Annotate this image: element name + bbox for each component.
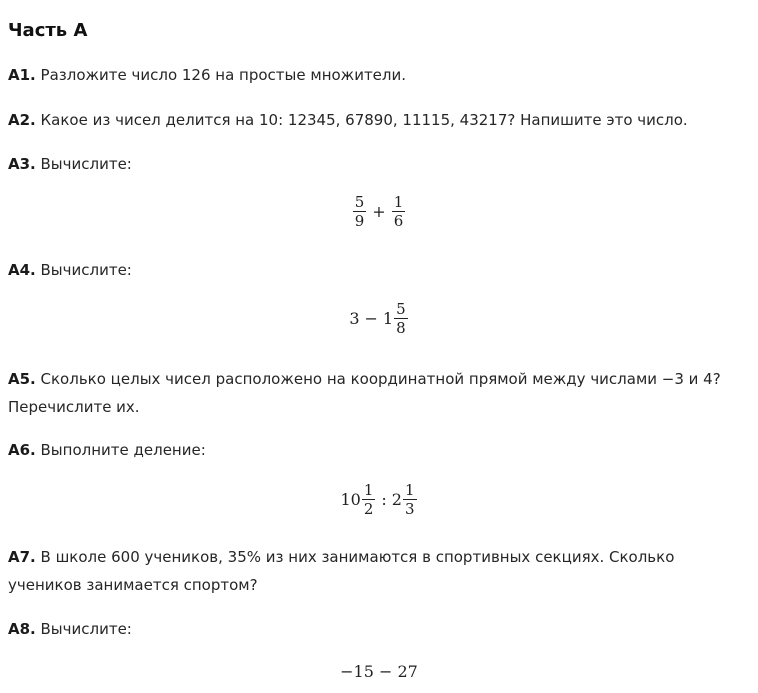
task-a3 <box>8 150 748 178</box>
numerator: 1 <box>363 481 374 499</box>
task-text: Разложите число 126 на простые множители. <box>35 66 407 84</box>
operator: + <box>372 202 386 221</box>
task-a5 <box>8 365 748 421</box>
fraction <box>403 481 417 518</box>
denominator: 2 <box>363 500 374 518</box>
formula-a6 <box>0 481 758 518</box>
denominator: 8 <box>396 319 406 337</box>
whole-number: 10 <box>340 490 361 509</box>
task-label: А6. <box>8 441 36 459</box>
task-text: Выполните деление: <box>35 441 206 459</box>
task-a1 <box>8 61 748 89</box>
task-label: А2. <box>8 111 36 129</box>
task-a2 <box>8 106 748 134</box>
task-label: А5. <box>8 370 36 388</box>
fraction <box>392 193 406 230</box>
task-label: А3. <box>8 155 36 173</box>
task-a6 <box>8 436 748 464</box>
task-label: А7. <box>8 548 36 566</box>
whole-number: 2 <box>391 490 402 509</box>
task-a8 <box>8 615 748 643</box>
task-a4 <box>8 256 748 284</box>
fraction <box>394 300 408 337</box>
operator: : <box>381 490 387 509</box>
task-text: В школе 600 учеников, 35% из них занимаются в спортивных секциях. Сколько учеников занимается спортом? <box>8 548 675 594</box>
section-heading: Часть А <box>8 20 88 41</box>
formula-a4 <box>0 300 758 337</box>
denominator: 9 <box>354 212 365 230</box>
denominator: 6 <box>393 212 404 230</box>
task-label: А4. <box>8 261 36 279</box>
task-text: Вычислите: <box>35 155 132 173</box>
task-label: А8. <box>8 620 36 638</box>
denominator: 3 <box>404 500 415 518</box>
whole-number: 1 <box>382 309 394 328</box>
task-text: Какое из чисел делится на 10: 12345, 67890, 11115, 43217? Напишите это число. <box>35 111 688 129</box>
task-label: А1. <box>8 66 36 84</box>
fraction <box>353 193 367 230</box>
numerator: 5 <box>396 300 406 318</box>
task-text: Сколько целых чисел расположено на координатной прямой между числами −3 и 4? Перечислите их. <box>8 370 721 416</box>
task-text: Вычислите: <box>35 261 132 279</box>
numerator: 5 <box>354 193 365 211</box>
whole-number: 3 <box>349 309 360 328</box>
formula-a3 <box>0 193 758 230</box>
operator: − <box>364 309 378 328</box>
task-a7 <box>8 543 748 599</box>
formula-a8 <box>0 662 758 681</box>
expression: −15 − 27 <box>340 662 418 681</box>
fraction <box>362 481 376 518</box>
task-text: Вычислите: <box>35 620 132 638</box>
numerator: 1 <box>393 193 404 211</box>
numerator: 1 <box>404 481 415 499</box>
